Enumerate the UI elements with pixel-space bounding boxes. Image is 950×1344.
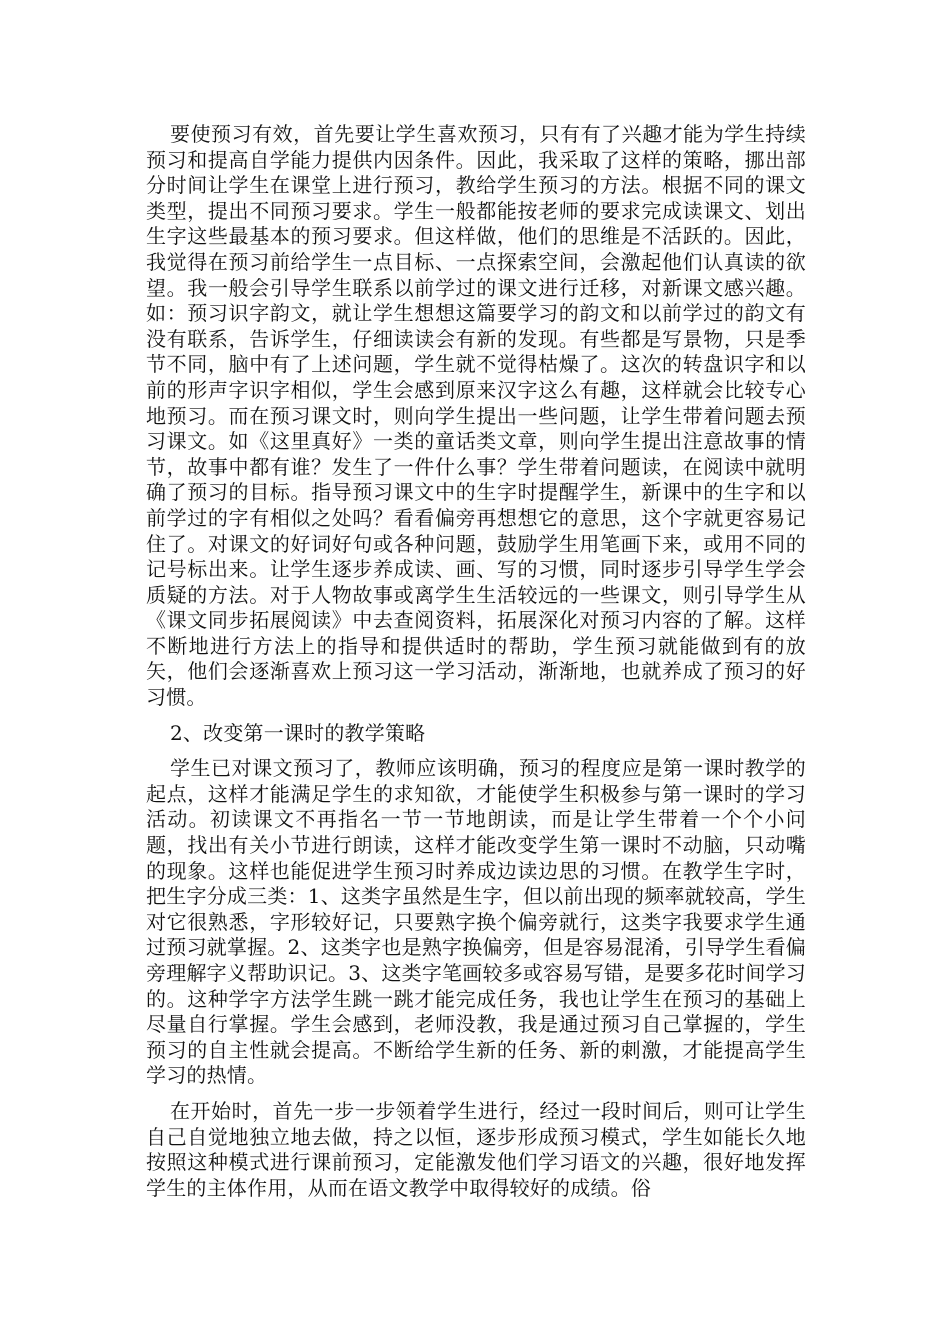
document-page xyxy=(146,122,806,1201)
body-paragraph-2: 学生已对课文预习了，教师应该明确，预习的程度应是第一课时教学的起点，这样才能满足学生的求知欲，才能使学生积极参与第一课时的学习活动。初读课文不再指名一节一节地朗读，而是让学生带着一个个小问题，找出有关小节进行朗读，这样才能改变学生第一课时不动脑，只动嘴的现象。这样也能促进学生预习时养成边读边思的习惯。在教学生字时，把生字分成三类：1、这类字虽然是生字，但以前出现的频率就较高，学生对它很熟悉，字形较好记，只要熟字换个偏旁就行，这类字我要求学生通过预习就掌握。2、这类字也是熟字换偏旁，但是容易混淆，引导学生看偏旁理解字义帮助识记。3、这类字笔画较多或容易写错，是要多花时间学习的。这种学字方法学生跳一跳才能完成任务，我也让学生在预习的基础上尽量自行掌握。学生会感到，老师没教，我是通过预习自己掌握的，学生预习的自主性就会提高。不断给学生新的任务、新的刺激，才能提高学生学习的热情。 xyxy=(146,756,806,1088)
body-paragraph-1: 要使预习有效，首先要让学生喜欢预习，只有有了兴趣才能为学生持续预习和提高自学能力提供内因条件。因此，我采取了这样的策略，挪出部分时间让学生在课堂上进行预习，教给学生预习的方法。根据不同的课文类型，提出不同预习要求。学生一般都能按老师的要求完成读课文、划出生字这些最基本的预习要求。但这样做，他们的思维是不活跃的。因此，我觉得在预习前给学生一点目标、一点探索空间，会激起他们认真读的欲望。我一般会引导学生联系以前学过的课文进行迁移，对新课文感兴趣。如：预习识字韵文，就让学生想想这篇要学习的韵文和以前学过的韵文有没有联系，告诉学生，仔细读读会有新的发现。有些都是写景物，只是季节不同，脑中有了上述问题，学生就不觉得枯燥了。这次的转盘识字和以前的形声字识字相似，学生会感到原来汉字这么有趣，这样就会比较专心地预习。而在预习课文时，则向学生提出一些问题，让学生带着问题去预习课文。如《这里真好》一类的童话类文章，则向学生提出注意故事的情节，故事中都有谁？发生了一件什么事？学生带着问题读，在阅读中就明确了预习的目标。指导预习课文中的生字时提醒学生，新课中的生字和以前学过的字有相似之处吗？看看偏旁再想想它的意思，这个字就更容易记住了。对课文的好词好句或各种问题，鼓励学生用笔画下来，或用不同的记号标出来。让学生逐步养成读、画、写的习惯，同时逐步引导学生学会质疑的方法。对于人物故事或离学生生活较远的一些课文，则引导学生从《课文同步拓展阅读》中去查阅资料，拓展深化对预习内容的了解。这样不断地进行方法上的指导和提供适时的帮助，学生预习就能做到有的放矢，他们会逐渐喜欢上预习这一学习活动，渐渐地，也就养成了预习的好习惯。 xyxy=(146,122,806,710)
body-paragraph-3: 在开始时，首先一步一步领着学生进行，经过一段时间后，则可让学生自己自觉地独立地去做，持之以恒，逐步形成预习模式，学生如能长久地按照这种模式进行课前预习，定能激发他们学习语文的兴趣，很好地发挥学生的主体作用，从而在语文教学中取得较好的成绩。俗 xyxy=(146,1098,806,1200)
section-heading-2: 2、改变第一课时的教学策略 xyxy=(170,720,426,745)
